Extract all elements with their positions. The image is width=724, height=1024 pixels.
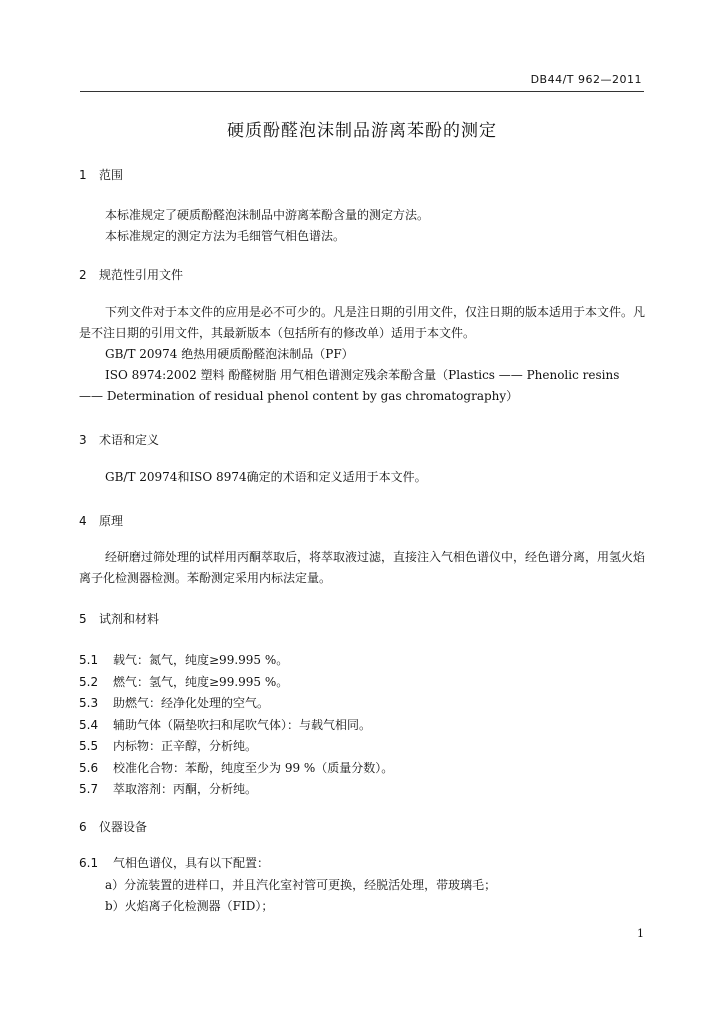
list-item: 5.7 萃取溶剂：丙酮，分析纯。 [79, 782, 258, 796]
list-item: 5.4 辅助气体（隔垫吹扫和尾吹气体）：与载气相同。 [79, 717, 372, 732]
section-1 [79, 166, 645, 183]
section-3-body [79, 467, 645, 488]
section-6 [79, 818, 645, 835]
page-number: 1 [637, 927, 644, 940]
section-heading: 5 试剂和材料 [79, 612, 160, 626]
sub-item: a）分流装置的进样口，并且汽化室衬管可更换，经脱活处理，带玻璃毛； [105, 877, 497, 892]
section-4 [79, 512, 645, 529]
paragraph: 经研磨过筛处理的试样用丙酮萃取后，将萃取液过滤，直接注入气相色谱仪中，经色谱分离，用氢火焰离子化检测器检测。苯酚测定采用内标法定量。 [79, 550, 646, 585]
list-item: 5.2 燃气：氢气，纯度≥99.995 %。 [79, 674, 289, 689]
header-rule [80, 91, 644, 92]
list-item: 5.3 助燃气：经净化处理的空气。 [79, 696, 270, 710]
paragraph: 下列文件对于本文件的应用是必不可少的。凡是注日期的引用文件，仅注日期的版本适用于本文件。凡是不注日期的引用文件，其最新版本（包括所有的修改单）适用于本文件。 [79, 305, 646, 340]
section-heading: 2 规范性引用文件 [79, 268, 184, 282]
section-2-body [79, 302, 645, 407]
section-5-list [79, 650, 645, 801]
paragraph: 本标准规定了硬质酚醛泡沫制品中游离苯酚含量的测定方法。 [105, 208, 430, 222]
section-1-body [79, 205, 645, 247]
section-heading: 6 仪器设备 [79, 820, 148, 834]
section-6-body [79, 853, 645, 918]
list-item: 6.1 气相色谱仪，具有以下配置： [79, 856, 270, 870]
section-heading: 1 范围 [79, 168, 124, 182]
list-item: 5.6 校准化合物：苯酚，纯度至少为 99 %（质量分数）。 [79, 760, 394, 775]
paragraph: 本标准规定的测定方法为毛细管气相色谱法。 [105, 229, 346, 243]
list-item: 5.5 内标物：正辛醇，分析纯。 [79, 739, 258, 753]
sub-item: b）火焰离子化检测器（FID）； [105, 899, 274, 913]
section-heading: 3 术语和定义 [79, 433, 160, 447]
list-item: 5.1 载气：氮气，纯度≥99.995 %。 [79, 653, 289, 667]
paragraph: GB/T 20974和ISO 8974确定的术语和定义适用于本文件。 [105, 470, 427, 484]
section-2 [79, 266, 645, 283]
reference-iso8974: ISO 8974:2002 塑料 酚醛树脂 用气相色谱测定残余苯酚含量（Plastics —— Phenolic resins —— Determination of residual phenol content by gas chromatography） [79, 368, 620, 403]
section-4-body [79, 547, 645, 589]
standard-id: DB44/T 962—2011 [530, 73, 642, 86]
section-heading: 4 原理 [79, 514, 124, 528]
reference-gbt20974: GB/T 20974 绝热用硬质酚醛泡沫制品（PF） [105, 347, 354, 361]
page-title: 硬质酚醛泡沫制品游离苯酚的测定 [227, 121, 497, 141]
section-5 [79, 610, 645, 627]
section-3 [79, 431, 645, 448]
